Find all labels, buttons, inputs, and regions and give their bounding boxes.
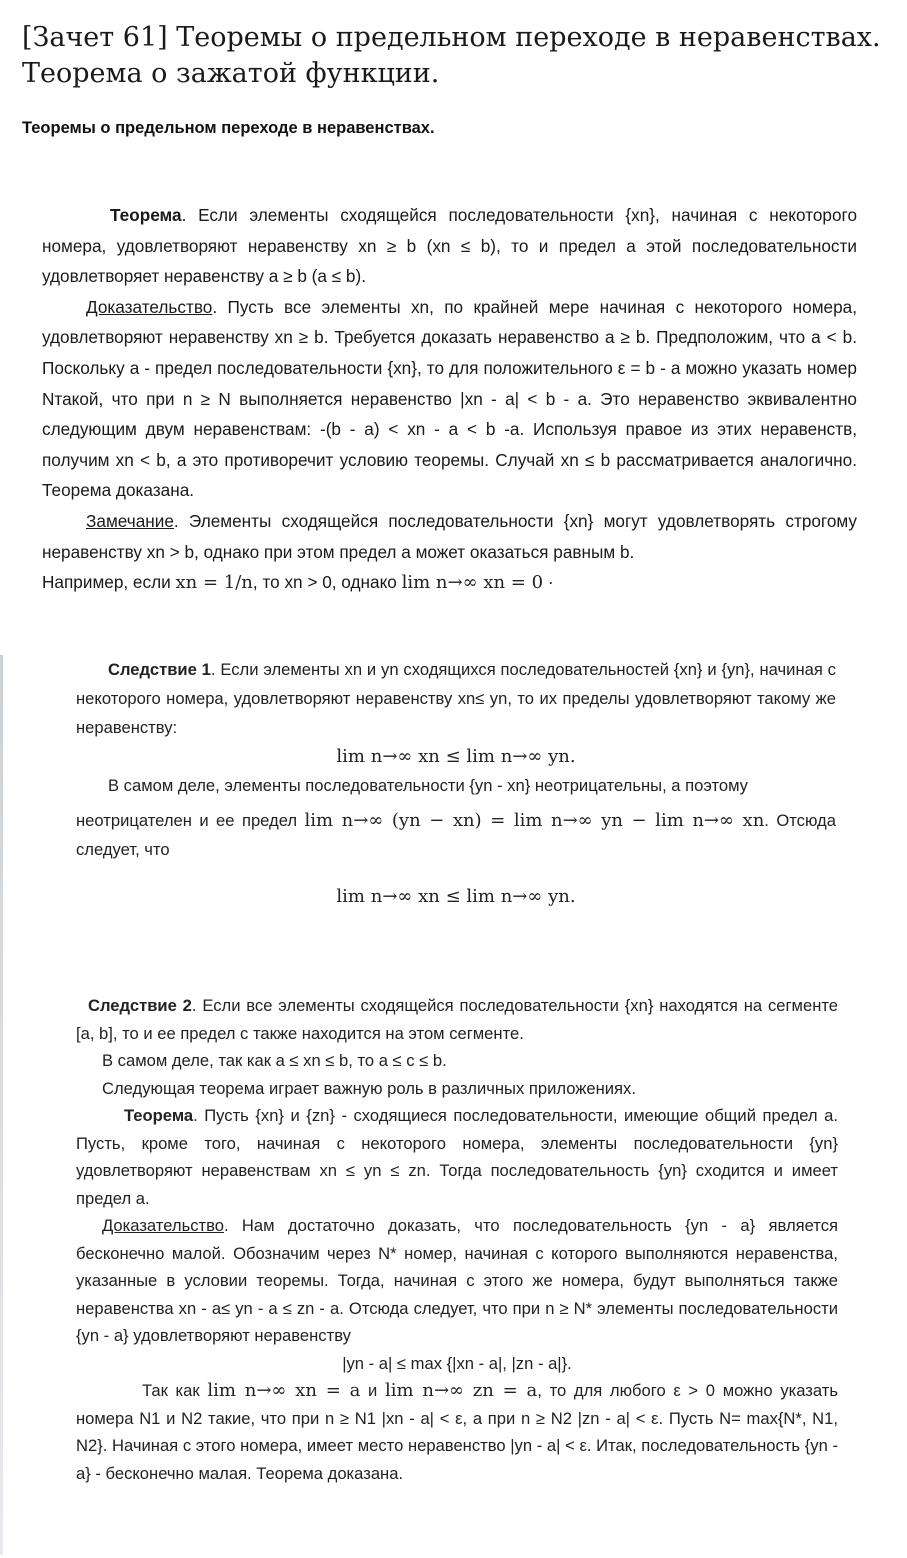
indeed-text: В самом деле, элементы последовательности {yn - xn} неотрицательны, а поэтому	[108, 776, 748, 795]
since-prefix: Так как	[142, 1381, 200, 1400]
theorem-label: Теорема	[110, 205, 182, 225]
indeed-paragraph	[76, 771, 836, 800]
theorem2-paragraph	[76, 1102, 838, 1212]
corollary2-paragraph	[76, 992, 838, 1047]
proof2-paragraph	[76, 1212, 838, 1350]
corollary2-text: . Если все элементы сходящейся последовательности {xn} находятся на сегменте [a, b], то и ее предел c также находится на этом сегменте.	[76, 996, 838, 1043]
theorem2-text: . Пусть {xn} и {zn} - сходящиеся последовательности, имеющие общий предел a. Пусть, кроме того, начиная с некоторого номера, элементы последовательности {yn} удовлетворяют неравенствам xn ≤ yn ≤ zn. Тогда последовательность {yn} сходится и имеет предел a.	[76, 1106, 838, 1208]
proof2-label: Доказательство	[102, 1216, 224, 1235]
theorem-paragraph	[42, 200, 857, 292]
section-squeeze-theorem	[76, 992, 838, 1487]
corollary1-text: . Если элементы xn и yn сходящихся последовательностей {xn} и {yn}, начиная с некоторого номера, удовлетворяют неравенству xn≤ yn, то их пределы удовлетворяют такому же неравенству:	[76, 660, 836, 737]
corollary2-label: Следствие 2	[88, 996, 192, 1015]
page-title: [Зачет 61] Теоремы о предельном переходе в неравенствах. Теорема о зажатой функции.	[22, 22, 881, 89]
proof-label: Доказательство	[86, 296, 213, 317]
proof-text: . Пусть все элементы xn, по крайней мере начиная с некоторого номера, удовлетворяют неравенству xn ≥ b. Требуется доказать неравенство a ≥ b. Предположим, что a < b. Поскольку a - предел последовательности {xn}, то для положительного ε = b - a можно указать номер Nтакой, что при n ≥ N выполняется неравенство |xn - a| < b - a. Это неравенство эквивалентно следующим двум неравенствам: -(b - a) < xn - a < b -a. Используя правое из этих неравенств, получим xn < b, а это противоречит условию теоремы. Случай xn ≤ b рассматривается аналогично. Теорема доказана.	[42, 296, 857, 501]
theorem-text: . Если элементы сходящейся последовательности {xn}, начиная с некоторого номера, удовлетворяют неравенству xn ≥ b (xn ≤ b), то и предел a этой последовательности удовлетворяет неравенству a ≥ b (a ≤ b).	[42, 205, 857, 287]
nonneg-text: неотрицателен и ее предел	[76, 811, 298, 830]
since-paragraph	[76, 1377, 838, 1487]
nonneg-paragraph	[76, 806, 836, 864]
max-formula: |yn - a| ≤ max {|xn - a|, |zn - a|}.	[342, 1353, 572, 1373]
section-subheading: Теоремы о предельном переходе в неравенствах.	[22, 119, 435, 137]
since-limit-x: lim n→∞ xn = a	[207, 1380, 361, 1401]
indeed2-paragraph: В самом деле, так как a ≤ xn ≤ b, то a ≤ c ≤ b.	[102, 1051, 447, 1070]
example-formula-fraction: xn = 1/n	[175, 572, 253, 594]
left-margin-bar	[0, 655, 3, 1555]
hence-text: . Отсюда следует, что	[76, 811, 836, 859]
section-corollary-1	[76, 655, 836, 911]
since-limit-z: lim n→∞ zn = a	[384, 1380, 538, 1401]
since-and: и	[368, 1381, 378, 1400]
next-theorem-paragraph: Следующая теорема играет важную роль в различных приложениях.	[102, 1078, 636, 1098]
corollary1-formula: lim n→∞ xn ≤ lim n→∞ yn.	[336, 746, 576, 767]
corollary1-result-formula: lim n→∞ xn ≤ lim n→∞ yn.	[336, 886, 576, 907]
remark-label: Замечание	[86, 510, 174, 531]
example-formula-limit: lim n→∞ xn = 0	[401, 572, 544, 594]
proof-paragraph	[42, 292, 857, 506]
example-paragraph: Например, если xn = 1/n, то xn > 0, однако lim n→∞ xn = 0 ·	[42, 572, 554, 594]
corollary1-paragraph	[76, 655, 836, 742]
limit-difference-formula: lim n→∞ (yn − xn) = lim n→∞ yn − lim n→∞ xn	[304, 810, 765, 831]
section-theorem-limit-inequality	[42, 200, 857, 599]
corollary1-label: Следствие 1	[108, 660, 211, 679]
example-mid: , то xn > 0, однако	[252, 572, 397, 593]
theorem2-label: Теорема	[124, 1106, 194, 1125]
since-text: , то для любого ε > 0 можно указать номера N1 и N2 такие, что при n ≥ N1 |xn - a| < ε, а при n ≥ N2 |zn - a| < ε. Пусть N= max{N*, N1, N2}. Начиная с этого номера, имеет место неравенство |yn - a| < ε. Итак, последовательность {yn - a} - бесконечно малая. Теорема доказана.	[76, 1381, 839, 1483]
remark-paragraph	[42, 506, 857, 567]
remark-text: . Элементы сходящейся последовательности {xn} могут удовлетворять строгому неравенству xn > b, однако при этом предел a может оказаться равным b.	[42, 510, 857, 562]
example-prefix: Например, если	[42, 572, 171, 593]
proof2-text: . Нам достаточно доказать, что последовательность {yn - a} является бесконечно малой. Обозначим через N* номер, начиная с которого выполняются неравенства, указанные в условии теоремы. Тогда, начиная с этого же номера, будут выполняться также неравенства xn - a≤ yn - a ≤ zn - a. Отсюда следует, что при n ≥ N* элементы последовательности {yn - a} удовлетворяют неравенству	[76, 1216, 838, 1345]
